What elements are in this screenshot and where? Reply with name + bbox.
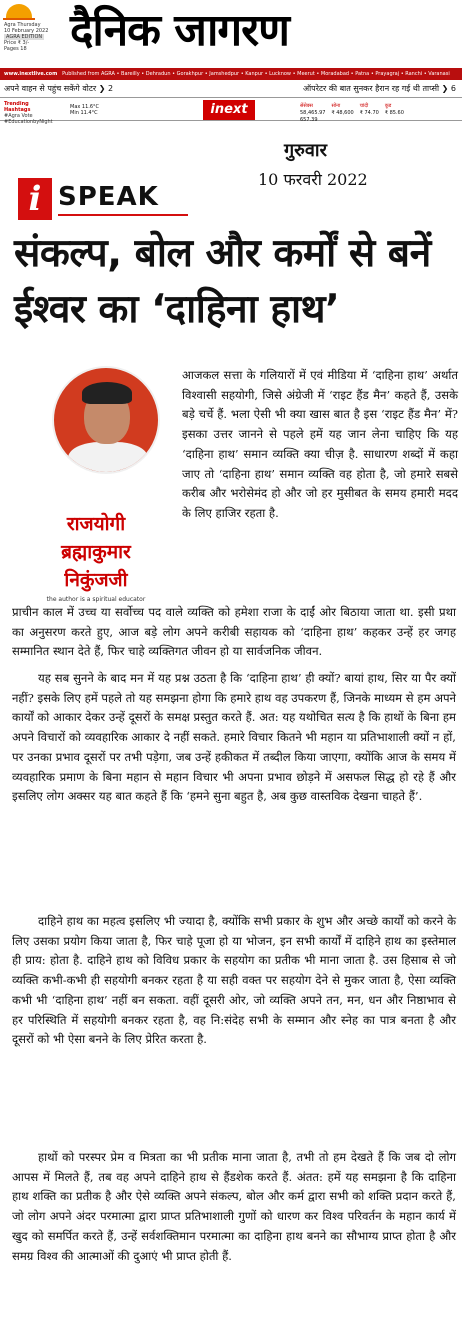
author-name	[26, 510, 166, 594]
body-paragraph-4: हाथों को परस्पर प्रेम व मित्रता का भी प्रतीक माना जाता है, तभी तो हम देखते हैं कि जब दो लोग आपस में मिलते हैं, तब वह अपने दाहिने हाथ से हैंडशेक करते हैं. अंतत: हमें यह समझना है कि दाहिना हाथ शक्ति का प्रतीक है और ऐसे व्यक्ति अपने संकल्प, बोल और कर्म द्वारा सभी को शक्ति प्रदान करते हैं, जो लोग अपने अंदर परमात्मा द्वारा प्राप्त प्रतिभाशाली गुणों को धारण कर विश्व परिवर्तन के महान कार्य में खुद को समर्पित करते हैं, उन्हें सर्वशक्तिमान परमात्मा का दाहिना हाथ बनने का सौभाग्य प्राप्त होता है और समग्र विश्व की आत्माओं की दुआएं भी प्राप्त होती हैं.	[12, 1150, 456, 1263]
edition-pages: Pages 18	[4, 46, 27, 52]
trending-box	[4, 101, 54, 125]
headline: संकल्प, बोल और कर्मों से बनें ईश्वर का ‘दाहिना हाथ’	[14, 231, 431, 332]
news-right: ऑपरेटर की बात सुनकर हैरान रह गई थी ताप्सी ❯ 6	[302, 84, 456, 93]
body-paragraph-3: दाहिने हाथ का महत्व इसलिए भी ज्यादा है, क्योंकि सभी प्रकार के शुभ और अच्छे कार्यों को करने के लिए उसका प्रयोग किया जाता है, फिर चाहे पूजा हो या भोजन, इन सभी कार्यों में दाहिने हाथ का इस्तेमाल ही प्राय: होता है. दाहिने हाथ को विविध प्रकार के सहयोग का प्रतीक भी माना जाता है. उस हिसाब से जो व्यक्ति कभी-कभी ही सहयोगी बनकर रहता है या सही वक्त पर सहयोग देने से मुकर जाता है, ऐसा व्यक्ति कभी भी ‘दाहिना हाथ’ नहीं बन सकता. वहीं दूसरी ओर, जो व्यक्ति अपने तन, मन, धन और निष्ठाभाव से हर परिस्थिति में सहयोगी बनकर रहता है, वह नि:संदेह सभी के सम्मान और स्नेह का पात्र बनता है और दूसरों को भी ऐसा बनने के लिए प्रेरित करता है.	[12, 914, 456, 1047]
news-right-page: 6	[450, 84, 456, 93]
trend-2: #EducationbyNight	[4, 119, 53, 125]
author-role: the author is a spiritual educator	[46, 596, 146, 603]
trending-label: Trending Hashtags	[4, 101, 31, 113]
edition-price: Price ₹ 3/-	[4, 40, 30, 46]
weather-box	[70, 104, 99, 116]
news-left-page: 2	[107, 84, 114, 93]
market-item: सोना ₹ 48,600	[331, 103, 354, 116]
handwritten-day: गुरुवार	[284, 140, 327, 161]
section-underline	[58, 214, 188, 216]
section-i: i	[18, 178, 52, 220]
market-item: सेंसेक्स 58,465.97 657.39	[300, 103, 326, 123]
body-paragraph-1a: आजकल सत्ता के गलियारों में एवं मीडिया में ‘दाहिना हाथ’ अर्थात विश्वासी सहयोगी, जिसे अंग्रेजी में ‘राइट हैंड मैन’ कहते हैं, उसके बड़े चर्चे हैं. भला ऐसी भी क्या खास बात है इस ‘राइट हैंड मैन’ में? इसका उत्तर जानने से पहले हमें यह जान लेना चाहिए कि यह ‘दाहिना हाथ’ समान व्यक्ति क्या चीज़ है. साधारण शब्दों में कहा जाए तो ‘दाहिना हाथ’ समान व्यक्ति वह होता है, जो हमारे सबसे करीब और भरोसेमंद हो और जो हर मुसीबत के समय हमारी मदद के लिए हाजिर रहता है.	[182, 368, 458, 520]
author-hair	[82, 382, 132, 404]
editions-list: Published from AGRA • Bareilly • Dehradun • Gorakhpur • Jamshedpur • Kanpur • Lucknow • Meerut • Moradabad • Patna • Prayagraj • Ranchi • Varanasi	[62, 71, 450, 77]
edition-day: Thursday	[17, 22, 41, 28]
section-ispeak	[18, 178, 186, 220]
author-name-line2: ब्रह्माकुमार	[61, 541, 131, 563]
news-right-text: ऑपरेटर की बात सुनकर हैरान रह गई थी ताप्सी	[302, 84, 440, 93]
weather-min: Min 11.4°C	[70, 110, 98, 116]
section-speak: SPEAK	[58, 182, 159, 212]
weather-max: Max 11.6°C	[70, 104, 100, 110]
news-left: अपने वाहन से पहुंच सकेंगे वोटर ❯ 2	[4, 84, 114, 93]
edition-tag: AGRA EDITION	[6, 34, 43, 40]
info-strip	[0, 97, 462, 125]
url-bar	[0, 68, 462, 80]
sun-logo-icon	[6, 4, 32, 18]
body-paragraph-1b: प्राचीन काल में उच्च या सर्वोच्च पद वाले व्यक्ति को हमेशा राजा के दाईं ओर बिठाया जाता था. इसी प्रथा का अनुसरण करते हुए, आज बड़े लोग अपने करीबी सहायक को ‘दाहिना हाथ’ कहकर उन्हें हर जगह सम्मानित स्थान देते हैं, फिर चाहे व्यक्तिगत जीवन हो या सार्वजनिक जीवन.	[12, 605, 456, 659]
edition-date: 10 February 2022	[4, 28, 49, 34]
market-item: चांदी ₹ 74.70	[359, 103, 379, 116]
markets	[300, 103, 404, 124]
body-paragraph-2: यह सब सुनने के बाद मन में यह प्रश्न उठता है कि ‘दाहिना हाथ’ ही क्यों? बायां हाथ, सिर या पैर क्यों नहीं? इसके लिए हमें पहले तो यह समझना होगा कि हमारे हाथ वह उपकरण हैं, जिनके माध्यम से हम अपने कार्यों को आकार देकर उन्हें दूसरों के समक्ष प्रस्तुत करते हैं. अत: यह यथोचित सत्य है कि हाथों के बिना हम अपने विचारों को व्यवहारिक आकार दे नहीं सकते. हमारे विचार कितने भी महान या प्रतिभाशाली क्यों न हों, पर उनका प्रभाव दूसरों पर तभी पड़ेगा, जब उन्हें हकीकत में तब्दील किया जाएगा, क्योंकि आज के समय में व्यवहारिक प्रमाण के बिना महान से महान विचार भी अपना प्रभाव छोड़ने में असफल सिद्ध हो रहे हैं और इसलिए लोग अक्सर यह बात कहते हैं कि ‘हमने सुना बहुत है, अब कुछ वास्तविक देखना चाहते हैं’.	[12, 671, 456, 804]
market-item: कूड ₹ 85.60	[384, 103, 404, 116]
trend-1: #Agra Vote	[4, 113, 33, 119]
newspaper-title: दैनिक जागरण	[70, 5, 289, 56]
author-photo	[52, 366, 160, 474]
sun-ray-icon	[3, 18, 35, 20]
edition-info	[4, 22, 48, 52]
news-strip	[0, 82, 462, 96]
handwritten-date: 10 फरवरी 2022	[258, 170, 368, 189]
news-left-text: अपने वाहन से पहुंच सकेंगे वोटर	[4, 84, 97, 93]
author-name-line3: निकुंजजी	[64, 569, 128, 591]
inext-logo: inext	[203, 100, 255, 120]
masthead	[0, 0, 462, 68]
site-url: www.inextlive.com	[4, 71, 58, 77]
author-name-line1: राजयोगी	[66, 513, 126, 535]
edition-city: Agra	[4, 22, 16, 28]
author-shirt	[68, 442, 148, 474]
